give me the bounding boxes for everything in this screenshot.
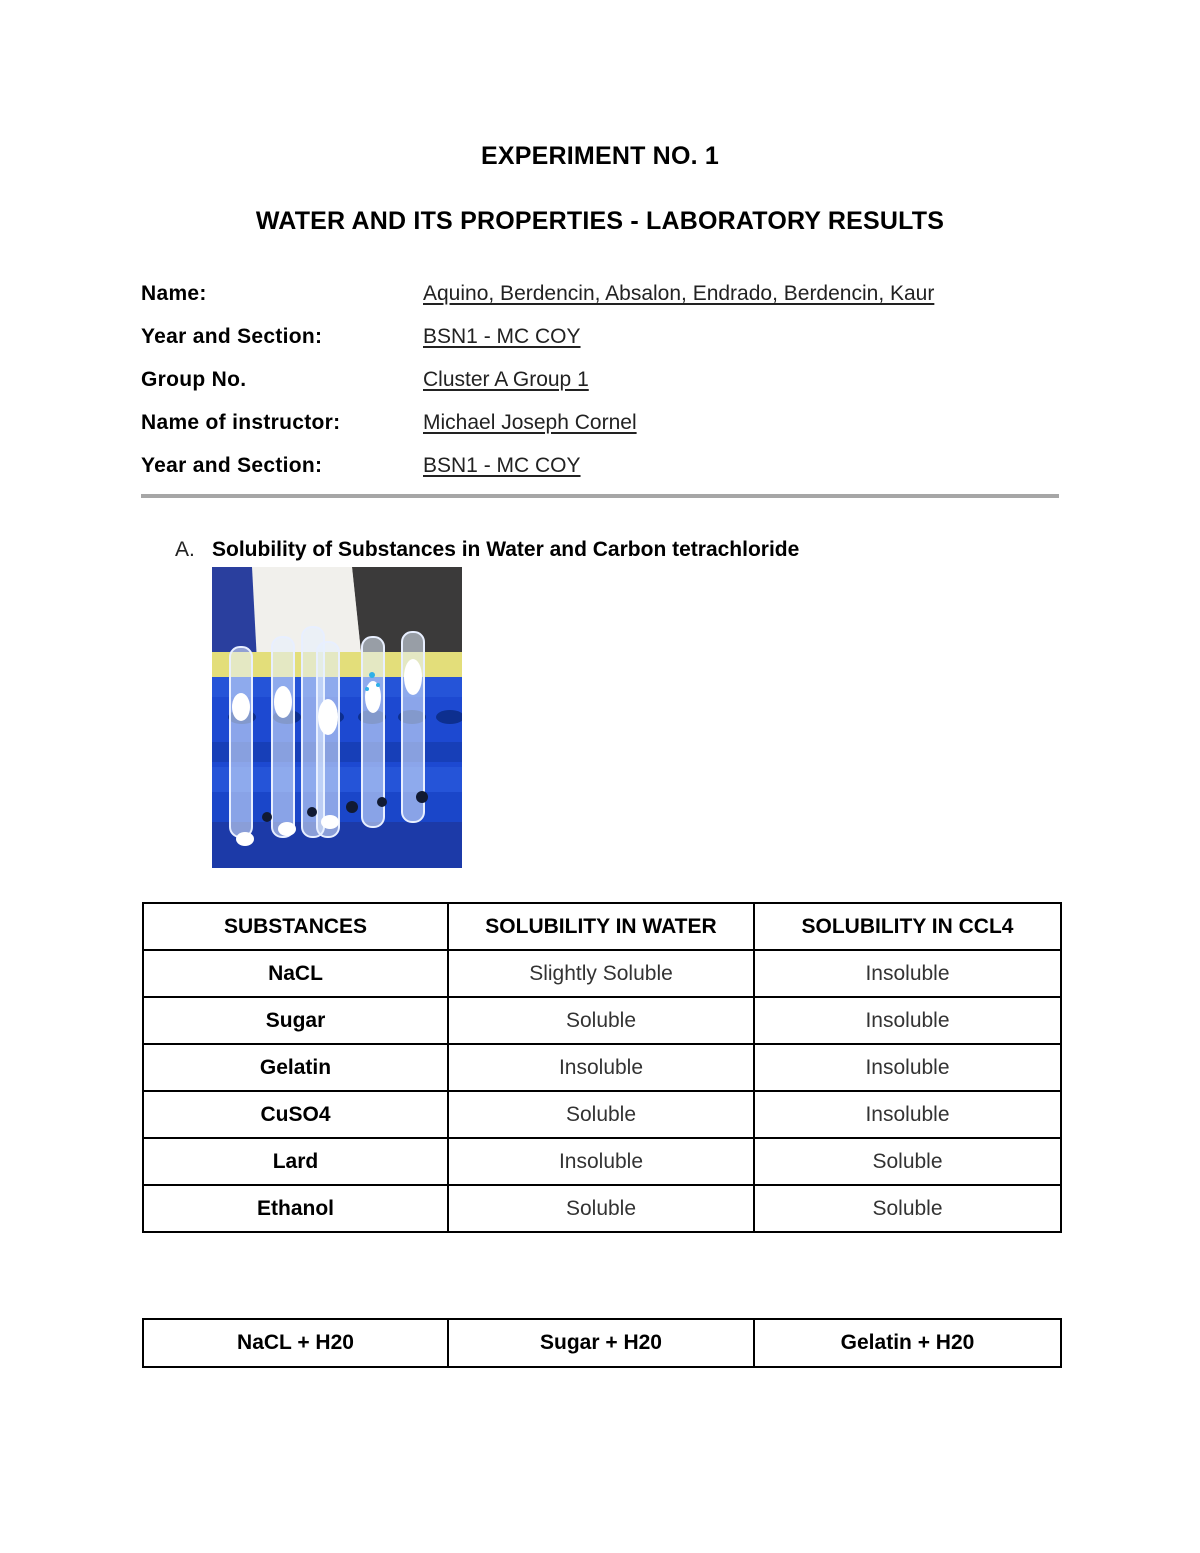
water-solubility-cell: Insoluble [448,1138,754,1185]
info-label: Name: [141,282,207,305]
table-header-row [143,903,1061,950]
mixture-table [142,1318,1062,1368]
section-title: Solubility of Substances in Water and Carbon tetrachloride [212,538,800,561]
info-row-year-section-2 [141,454,1061,497]
column-header: SUBSTANCES [143,903,448,950]
document-title: WATER AND ITS PROPERTIES - LABORATORY RESULTS [255,207,945,235]
experiment-number: EXPERIMENT NO. 1 [481,142,719,170]
water-solubility-cell: Soluble [448,1091,754,1138]
substance-cell: Gelatin [143,1044,448,1091]
info-label: Group No. [141,368,247,391]
table-row [143,950,1061,997]
info-label: Year and Section: [141,454,323,477]
ccl4-solubility-cell: Insoluble [754,950,1061,997]
info-value: BSN1 - MC COY [423,454,581,477]
info-row-year-section [141,325,1061,368]
column-header: SOLUBILITY IN WATER [448,903,754,950]
info-row-group [141,368,1061,411]
info-row-name [141,282,1061,325]
info-label: Year and Section: [141,325,323,348]
column-header: Sugar + H20 [448,1319,754,1367]
info-value: Cluster A Group 1 [423,368,589,391]
table-row [143,1091,1061,1138]
substance-cell: Ethanol [143,1185,448,1232]
ccl4-solubility-cell: Soluble [754,1138,1061,1185]
ccl4-solubility-cell: Insoluble [754,1091,1061,1138]
info-value: BSN1 - MC COY [423,325,581,348]
ccl4-solubility-cell: Insoluble [754,997,1061,1044]
water-solubility-cell: Soluble [448,997,754,1044]
table-row [143,1138,1061,1185]
column-header: SOLUBILITY IN CCL4 [754,903,1061,950]
water-solubility-cell: Slightly Soluble [448,950,754,997]
substance-cell: Lard [143,1138,448,1185]
water-solubility-cell: Insoluble [448,1044,754,1091]
table-row [143,1044,1061,1091]
section-a-heading [175,538,799,562]
test-tubes-photo [212,567,462,868]
substance-cell: Sugar [143,997,448,1044]
water-solubility-cell: Soluble [448,1185,754,1232]
table-header-row [143,1319,1061,1367]
info-block [141,282,1061,497]
substance-cell: CuSO4 [143,1091,448,1138]
info-value: Michael Joseph Cornel [423,411,637,434]
info-row-instructor [141,411,1061,454]
table-row [143,997,1061,1044]
substance-cell: NaCL [143,950,448,997]
column-header: Gelatin + H20 [754,1319,1061,1367]
solubility-table [142,902,1062,1233]
column-header: NaCL + H20 [143,1319,448,1367]
table-row [143,1185,1061,1232]
section-letter: A. [175,538,195,561]
ccl4-solubility-cell: Insoluble [754,1044,1061,1091]
horizontal-divider [141,494,1059,498]
ccl4-solubility-cell: Soluble [754,1185,1061,1232]
info-label: Name of instructor: [141,411,341,434]
info-value: Aquino, Berdencin, Absalon, Endrado, Berdencin, Kaur [423,282,935,305]
